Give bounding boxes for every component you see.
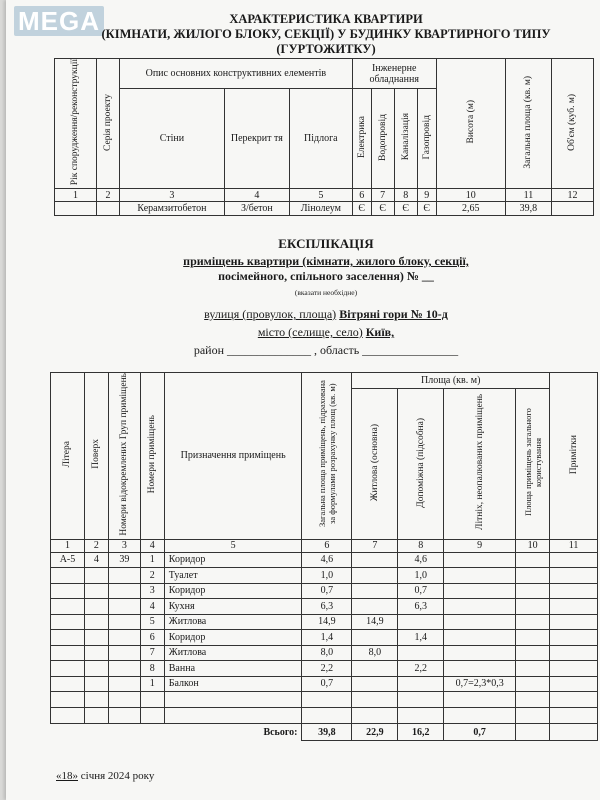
room-living: [352, 552, 398, 568]
header-walls: Стіни: [120, 89, 225, 189]
room-group: [108, 599, 140, 615]
document-page: [6, 0, 600, 800]
total-area: 39,8: [302, 724, 352, 741]
room-aux: 4,6: [398, 552, 444, 568]
room-floor: [84, 645, 108, 661]
room-total: 1,4: [302, 630, 352, 646]
room-litera: [51, 661, 85, 677]
room-total: 2,2: [302, 661, 352, 677]
room-row: [51, 676, 598, 692]
district-line: район ______________ , область ________________: [193, 343, 459, 357]
room-total: 6,3: [302, 599, 352, 615]
room-floor: 4: [84, 552, 108, 568]
title-line-1: ХАРАКТЕРИСТИКА КВАРТИРИ: [229, 12, 423, 26]
header-litera: Літера: [51, 373, 85, 540]
header-notes: Примітки: [550, 373, 598, 540]
room-purpose: Коридор: [164, 583, 302, 599]
room-aux: 1,4: [398, 630, 444, 646]
room-total: 1,0: [302, 568, 352, 584]
room-row: [51, 614, 598, 630]
room-row: [51, 630, 598, 646]
room-row: [51, 583, 598, 599]
room-living: [352, 661, 398, 677]
room-summer: [444, 614, 516, 630]
room-group: [108, 676, 140, 692]
street-line: вулиця (провулок, площа) Вітряні гори № 10-д: [204, 307, 448, 321]
room-num: 1: [140, 676, 164, 692]
room-num: 5: [140, 614, 164, 630]
room-living: [352, 568, 398, 584]
room-floor: [84, 676, 108, 692]
room-group: 39: [108, 552, 140, 568]
room-group: [108, 583, 140, 599]
room-num: 1: [140, 552, 164, 568]
header-floor: Підлога: [289, 89, 352, 189]
room-litera: [51, 568, 85, 584]
room-floor: [84, 630, 108, 646]
header-area: Загальна площа (кв. м): [505, 59, 551, 189]
header-aux: Допоміжна (підсобна): [398, 389, 444, 539]
explication-subtitle-2: посімейного, спільного заселення) № __: [218, 269, 434, 283]
room-floor: [84, 599, 108, 615]
room-litera: [51, 583, 85, 599]
room-floor: [84, 661, 108, 677]
room-aux: [398, 645, 444, 661]
total-living: 22,9: [352, 724, 398, 741]
header-area-group: Площа (кв. м): [352, 373, 550, 389]
header-volume: Об'єм (куб. м): [551, 59, 593, 189]
header-sewer: Каналізація: [394, 89, 417, 189]
footer-date: «18» січня 2024 року: [56, 770, 155, 782]
room-living: [352, 583, 398, 599]
room-aux: 0,7: [398, 583, 444, 599]
room-group: [108, 661, 140, 677]
room-purpose: Житлова: [164, 645, 302, 661]
header-series: Серія проекту: [96, 59, 119, 189]
explication-title: ЕКСПЛІКАЦІЯ: [278, 236, 374, 251]
room-num: 4: [140, 599, 164, 615]
totals-row: [51, 724, 598, 741]
room-summer: [444, 630, 516, 646]
room-summer: [444, 552, 516, 568]
room-row: [51, 599, 598, 615]
room-summer: [444, 645, 516, 661]
room-aux: [398, 614, 444, 630]
title-line-2: (КІМНАТИ, ЖИЛОГО БЛОКУ, СЕКЦІЇ) У БУДИНКУ КВАРТИРНОГО ТИПУ: [101, 27, 551, 41]
room-group: [108, 630, 140, 646]
empty-row: [51, 708, 598, 724]
header-engineering: Інженерне обладнання: [352, 59, 436, 89]
room-row: [51, 645, 598, 661]
header-height: Висота (м): [436, 59, 505, 189]
header-floor-level: Поверх: [84, 373, 108, 540]
room-floor: [84, 614, 108, 630]
watermark-logo: MEGA: [14, 6, 104, 36]
room-living: 14,9: [352, 614, 398, 630]
room-num: 7: [140, 645, 164, 661]
room-summer: [444, 599, 516, 615]
header-floors: Перекрит тя: [224, 89, 289, 189]
total-summer: 0,7: [444, 724, 516, 741]
room-total: 0,7: [302, 583, 352, 599]
room-num: 2: [140, 568, 164, 584]
characteristics-table: [54, 58, 594, 216]
room-group: [108, 614, 140, 630]
room-litera: [51, 645, 85, 661]
explication-note: (вказати необхідне): [294, 288, 358, 297]
rooms-column-numbers: 1 2 3 4 5 6 7 8 9 10 11: [51, 539, 598, 552]
room-floor: [84, 568, 108, 584]
header-year: Рік спорудження/реконструкції: [55, 59, 97, 189]
header-purpose: Призначення приміщень: [164, 373, 302, 540]
characteristics-values-row: Керамзитобетон З/бетон Лінолеум Є Є Є Є 2,65 39,8: [55, 202, 594, 216]
room-num: 6: [140, 630, 164, 646]
header-group-numbers: Номери відокремлених Груп приміщень: [108, 373, 140, 540]
column-numbers-row: 1 2 3 4 5 6 7 8 9 10 11 12: [55, 189, 594, 202]
room-purpose: Коридор: [164, 552, 302, 568]
room-floor: [84, 583, 108, 599]
room-purpose: Кухня: [164, 599, 302, 615]
room-summer: [444, 583, 516, 599]
header-summer: Літніх, неопалюваних приміщень: [444, 389, 516, 539]
room-litera: [51, 630, 85, 646]
header-total-area: Загальна площа приміщень, підрахована за формулами розрахунку площ (кв. м): [302, 373, 352, 540]
header-room-numbers: Номери приміщень: [140, 373, 164, 540]
room-living: 8,0: [352, 645, 398, 661]
total-aux: 16,2: [398, 724, 444, 741]
room-num: 8: [140, 661, 164, 677]
room-row: [51, 568, 598, 584]
room-total: 0,7: [302, 676, 352, 692]
title-line-3: (ГУРТОЖИТКУ): [276, 42, 376, 56]
header-water: Водопровід: [371, 89, 394, 189]
room-group: [108, 568, 140, 584]
room-total: 8,0: [302, 645, 352, 661]
room-purpose: Ванна: [164, 661, 302, 677]
header-electric: Електрика: [352, 89, 371, 189]
room-row: [51, 661, 598, 677]
room-litera: [51, 614, 85, 630]
room-group: [108, 645, 140, 661]
room-purpose: Коридор: [164, 630, 302, 646]
room-row: [51, 552, 598, 568]
room-aux: 1,0: [398, 568, 444, 584]
room-litera: А-5: [51, 552, 85, 568]
rooms-table: [50, 372, 598, 741]
room-living: [352, 599, 398, 615]
room-summer: [444, 568, 516, 584]
room-summer: 0,7=2,3*0,3: [444, 676, 516, 692]
room-aux: [398, 676, 444, 692]
room-aux: 2,2: [398, 661, 444, 677]
room-purpose: Туалет: [164, 568, 302, 584]
room-aux: 6,3: [398, 599, 444, 615]
header-gas: Газопровід: [417, 89, 436, 189]
room-living: [352, 676, 398, 692]
room-total: 14,9: [302, 614, 352, 630]
room-purpose: Житлова: [164, 614, 302, 630]
room-litera: [51, 599, 85, 615]
header-common: Площа приміщень загального користування: [516, 389, 550, 539]
header-living: Житлова (основна): [352, 389, 398, 539]
city-line: місто (селище, село) Київ,: [257, 325, 395, 339]
room-num: 3: [140, 583, 164, 599]
room-living: [352, 630, 398, 646]
room-litera: [51, 676, 85, 692]
room-summer: [444, 661, 516, 677]
room-purpose: Балкон: [164, 676, 302, 692]
empty-row: [51, 692, 598, 708]
room-total: 4,6: [302, 552, 352, 568]
total-label: Всього:: [164, 724, 302, 741]
header-structure: Опис основних конструктивних елементів: [120, 59, 353, 89]
explication-subtitle-1: приміщень квартири (кімнати, жилого блоку, секції,: [183, 254, 469, 268]
